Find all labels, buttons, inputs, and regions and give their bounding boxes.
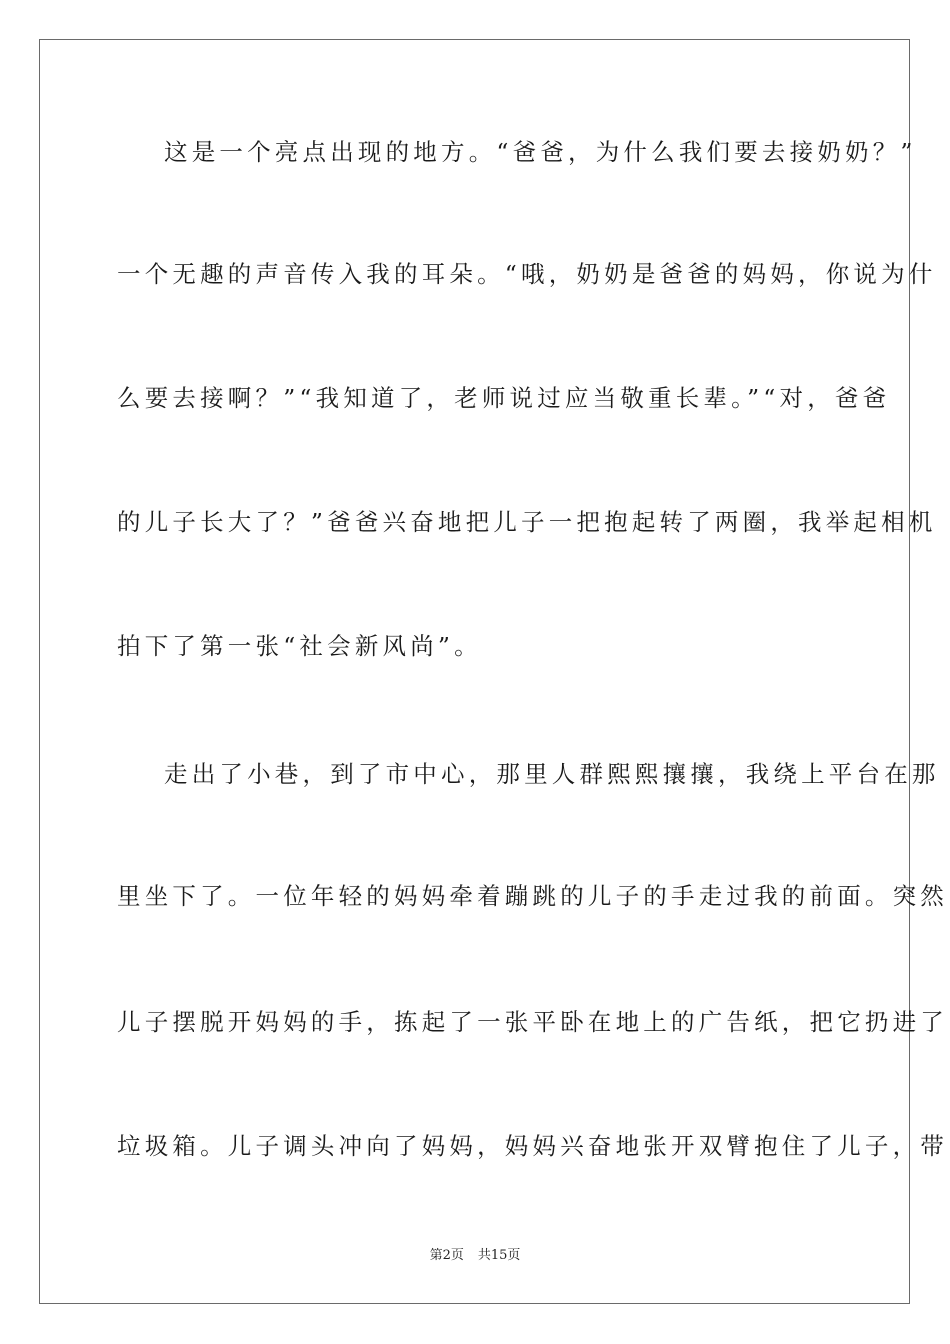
paragraph-2-line-1: 走出了小巷，到了市中心，那里人群熙熙攘攘，我绕上平台在那 — [164, 760, 940, 788]
page-total: 共15页 — [477, 1248, 521, 1263]
page-footer — [0, 1248, 950, 1264]
page-number: 第2页 — [429, 1248, 464, 1263]
paragraph-2-line-3: 儿子摆脱开妈妈的手，拣起了一张平卧在地上的广告纸，把它扔进了 — [117, 1008, 948, 1036]
paragraph-1-line-4: 的儿子长大了？”爸爸兴奋地把儿子一把抱起转了两圈，我举起相机 — [117, 508, 937, 536]
paragraph-1-line-2: 一个无趣的声音传入我的耳朵。“哦，奶奶是爸爸的妈妈，你说为什 — [117, 260, 937, 288]
paragraph-2-line-2: 里坐下了。一位年轻的妈妈牵着蹦跳的儿子的手走过我的前面。突然 — [117, 882, 948, 910]
paragraph-1-line-5: 拍下了第一张“社会新风尚”。 — [117, 632, 482, 660]
paragraph-1-line-1: 这是一个亮点出现的地方。“爸爸，为什么我们要去接奶奶？” — [164, 138, 917, 166]
page-border — [39, 39, 948, 1304]
paragraph-1-line-3: 么要去接啊？”“我知道了，老师说过应当敬重长辈。”“对，爸爸 — [117, 384, 891, 412]
paragraph-2-line-4: 垃圾箱。儿子调头冲向了妈妈，妈妈兴奋地张开双臂抱住了儿子，带 — [117, 1132, 948, 1160]
